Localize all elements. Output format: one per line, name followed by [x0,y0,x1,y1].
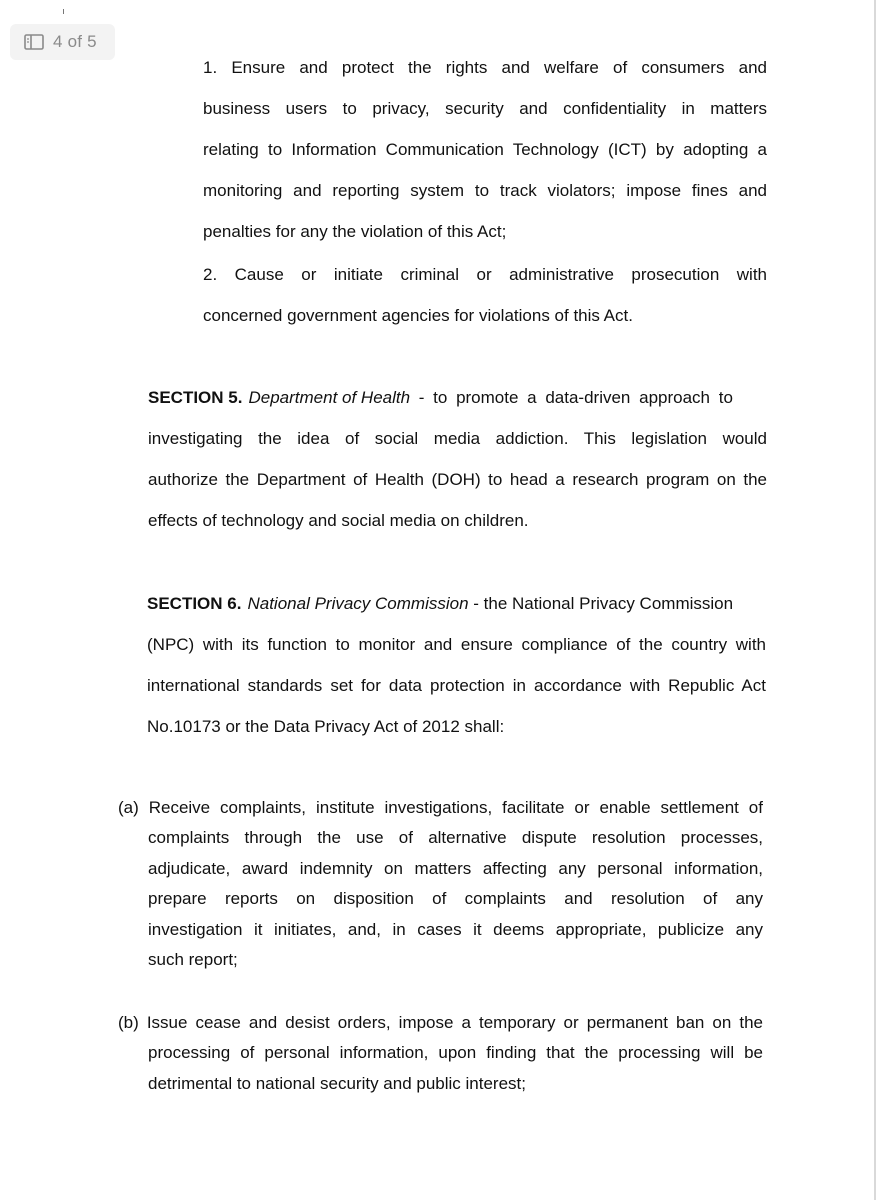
section5-line2: investigating the idea of social media addiction. This legislation would [148,429,767,448]
page-indicator-label: 4 of 5 [53,32,97,51]
section5-line3: authorize the Department of Health (DOH) to head a research program on the [148,470,767,489]
item-a-line6: such report; [148,950,238,969]
section5-line1: - to promote a data-driven approach to [410,388,733,407]
list1-item2-line1: 2. Cause or initiate criminal or administrative prosecution with [203,265,767,284]
list1-item1-line2: business users to privacy, security and confidentiality in matters [203,99,767,118]
item-a-line5: investigation it initiates, and, in cases it deems appropriate, publicize any [148,920,763,939]
scan-mark [63,9,64,14]
item-a-line3: adjudicate, award indemnity on matters affecting any personal information, [148,859,763,878]
item-b-line2: processing of personal information, upon finding that the processing will be [148,1043,763,1062]
section5-first-line [148,388,767,408]
section6-line3: international standards set for data protection in accordance with Republic Act [147,676,766,695]
section5-heading: SECTION 5. [148,388,243,407]
section6-title: National Privacy Commission [247,594,469,613]
section6-heading: SECTION 6. [147,594,242,613]
list1-item1-line3: relating to Information Communication Technology (ICT) by adopting a [203,140,767,159]
section6-line4: No.10173 or the Data Privacy Act of 2012 shall: [147,717,505,736]
section5-line4: effects of technology and social media on children. [148,511,529,530]
panel-icon [24,34,44,50]
item-b-line1: (b) Issue cease and desist orders, impose a temporary or permanent ban on the [118,1013,763,1032]
list1-item2-line2: concerned government agencies for violations of this Act. [203,306,633,325]
section6-line1: - the National Privacy Commission [468,594,734,613]
list1-item1-line5: penalties for any the violation of this Act; [203,222,507,241]
item-a-line1: (a) Receive complaints, institute investigations, facilitate or enable settlement of [118,798,763,817]
list1-item1-line1: 1. Ensure and protect the rights and welfare of consumers and [203,58,767,77]
section6-first-line [147,594,763,614]
item-a-line2: complaints through the use of alternative dispute resolution processes, [148,828,763,847]
item-b-line3: detrimental to national security and public interest; [148,1074,526,1093]
list1-item1-line4: monitoring and reporting system to track violators; impose fines and [203,181,767,200]
page-indicator[interactable] [10,24,115,60]
section6-line2: (NPC) with its function to monitor and ensure compliance of the country with [147,635,766,654]
item-a-line4: prepare reports on disposition of complaints and resolution of any [148,889,763,908]
section5-title: Department of Health [248,388,411,407]
